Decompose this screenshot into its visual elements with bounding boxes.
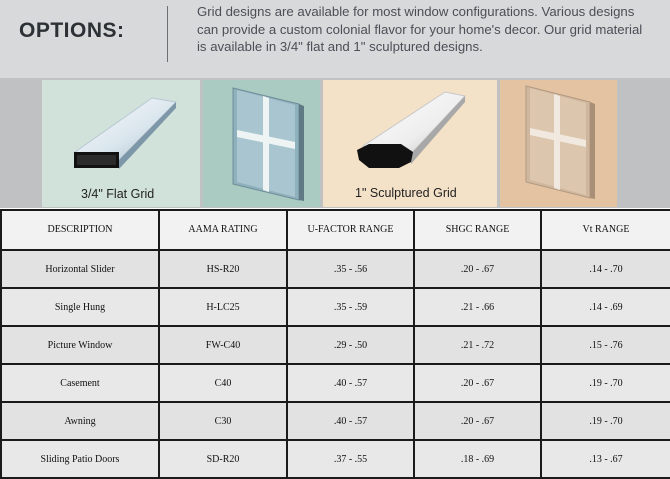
table-cell-shgc: .21 - .66 [414,288,541,326]
options-description [197,3,662,56]
description-line: Grid designs are available for most window configurations. Various designs [197,4,635,19]
table-cell-vt: .19 - .70 [541,402,670,440]
flat-grid-window-image [203,80,320,207]
table-cell-u-factor: .37 - .55 [287,440,414,478]
header-divider [167,6,168,62]
table-cell-aama-rating: C30 [159,402,287,440]
table-cell-u-factor: .29 - .50 [287,326,414,364]
flat-grid-caption: 3/4" Flat Grid [81,187,155,201]
table-cell-description: Awning [1,402,159,440]
sculptured-grid-window-panel [500,80,617,207]
table-cell-description: Picture Window [1,326,159,364]
sculptured-grid-window-image [500,80,617,207]
table-cell-shgc: .21 - .72 [414,326,541,364]
table-row [1,250,670,288]
table-row [1,402,670,440]
table-cell-description: Sliding Patio Doors [1,440,159,478]
table-cell-aama-rating: SD-R20 [159,440,287,478]
table-cell-vt: .19 - .70 [541,364,670,402]
table-cell-aama-rating: C40 [159,364,287,402]
table-cell-vt: .13 - .67 [541,440,670,478]
table-cell-aama-rating: HS-R20 [159,250,287,288]
table-row [1,440,670,478]
table-cell-u-factor: .40 - .57 [287,364,414,402]
table-row [1,326,670,364]
options-header [0,0,670,78]
table-cell-shgc: .20 - .67 [414,250,541,288]
table-cell-shgc: .20 - .67 [414,402,541,440]
flat-grid-window-panel [203,80,320,207]
window-ratings-table [0,209,670,479]
table-cell-description: Horizontal Slider [1,250,159,288]
table-cell-u-factor: .40 - .57 [287,402,414,440]
flat-grid-panel [42,80,200,207]
column-header-aama-rating: AAMA RATING [159,210,287,250]
sculptured-grid-caption: 1" Sculptured Grid [355,186,457,200]
table-cell-vt: .15 - .76 [541,326,670,364]
table-cell-description: Casement [1,364,159,402]
table-header-row [1,210,670,250]
column-header-u-factor: U-FACTOR RANGE [287,210,414,250]
column-header-description: DESCRIPTION [1,210,159,250]
options-title: OPTIONS: [19,19,125,42]
table-cell-aama-rating: H-LC25 [159,288,287,326]
sculptured-grid-panel [323,80,497,207]
table-cell-description: Single Hung [1,288,159,326]
table-cell-aama-rating: FW-C40 [159,326,287,364]
table-cell-u-factor: .35 - .59 [287,288,414,326]
table-cell-vt: .14 - .69 [541,288,670,326]
table-row [1,288,670,326]
column-header-shgc: SHGC RANGE [414,210,541,250]
description-line: can provide a custom colonial flavor for your home's decor. Our grid material [197,21,643,37]
table-cell-shgc: .18 - .69 [414,440,541,478]
table-cell-vt: .14 - .70 [541,250,670,288]
column-header-vt: Vt RANGE [541,210,670,250]
table-cell-shgc: .20 - .67 [414,364,541,402]
description-line: is available in 3/4" flat and 1" sculptured designs. [197,39,483,54]
table-row [1,364,670,402]
table-cell-u-factor: .35 - .56 [287,250,414,288]
